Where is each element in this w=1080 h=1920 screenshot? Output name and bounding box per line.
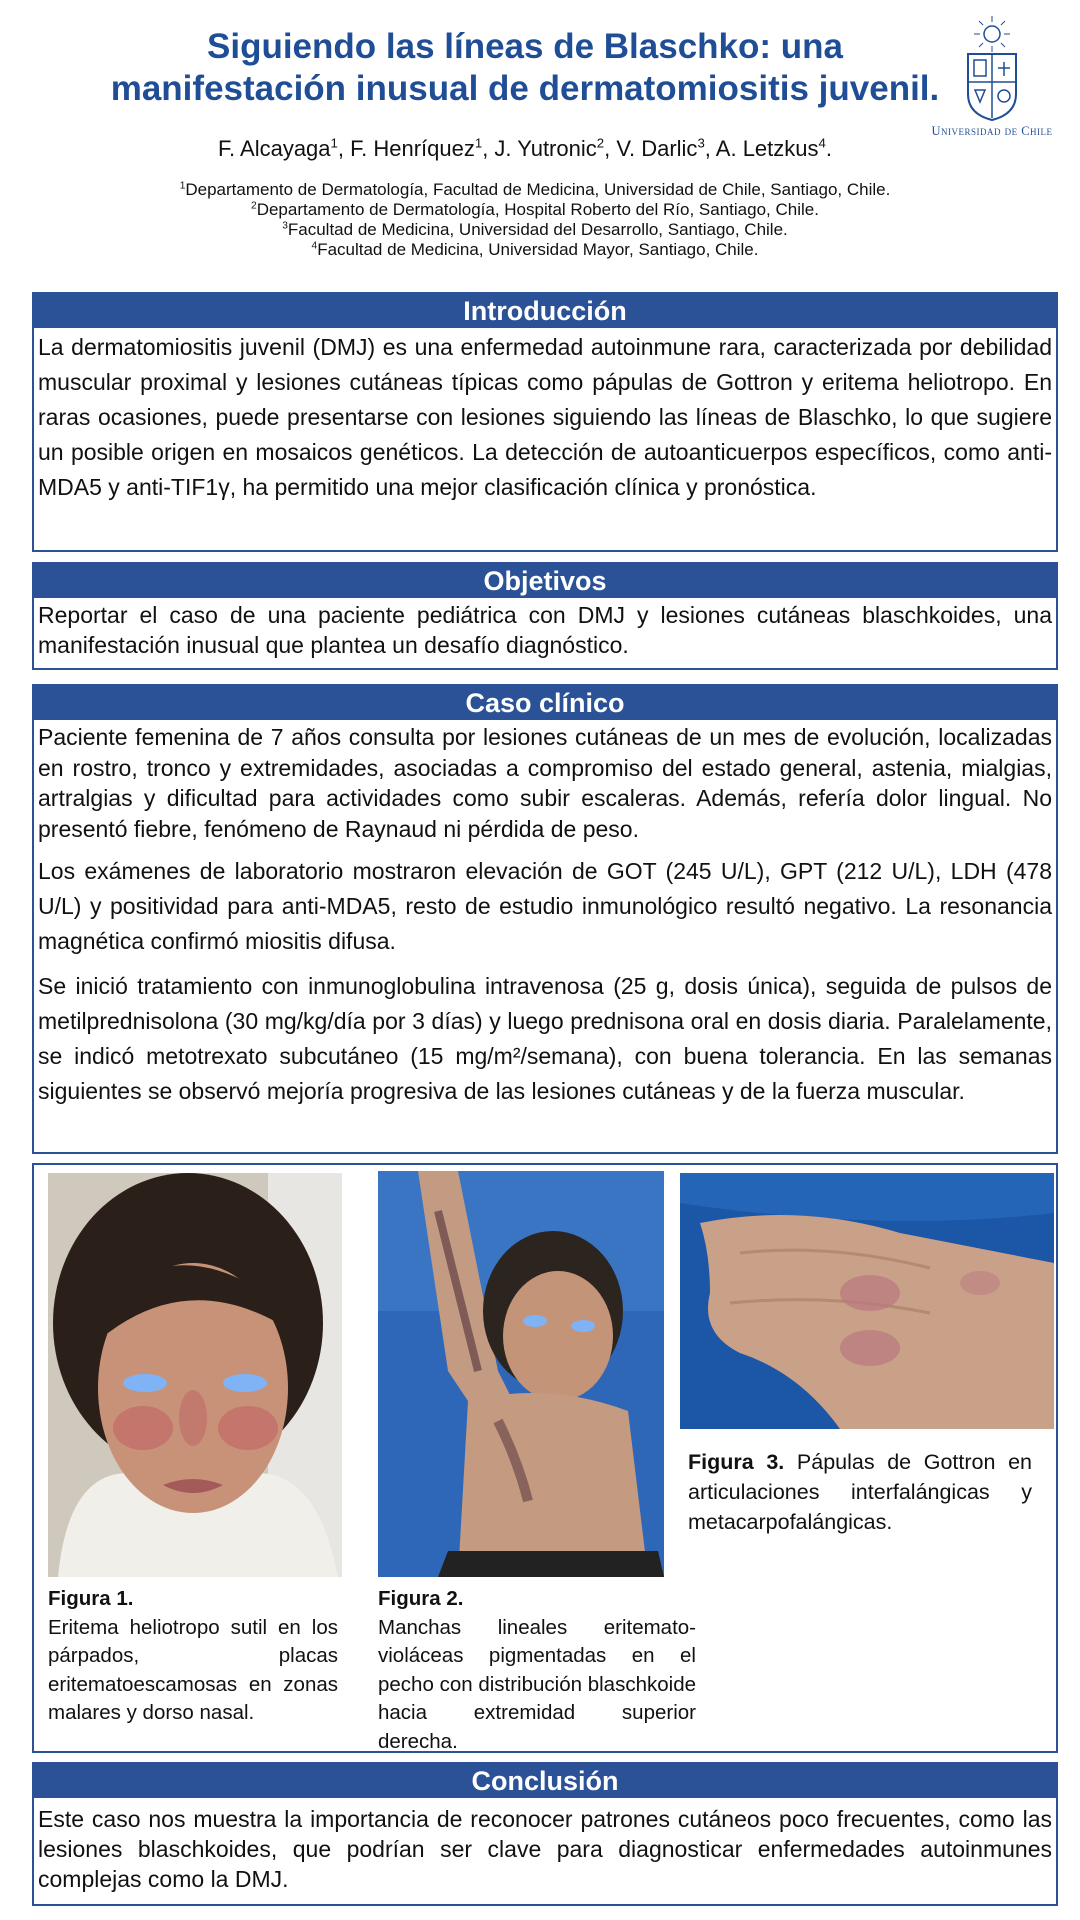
section-text: La dermatomiositis juvenil (DMJ) es una enfermedad autoinmune rara, caracterizada por debilidad muscular proximal y lesiones cutáneas típicas como pápulas de Gottron y eritema heliotropo. En raras ocasiones, puede presentarse con lesiones siguiendo las líneas de Blaschko, lo que sugiere un posible origen en mosaicos genéticos. La detección de autoanticuerpos específicos, como anti-MDA5 y anti-TIF1γ, ha permitido una mejor clasificación clínica y pronóstica. bbox=[38, 334, 1052, 500]
section-objetivos bbox=[32, 562, 1058, 670]
patient-arm-chest-image bbox=[378, 1171, 664, 1577]
figure-2-photo bbox=[378, 1171, 664, 1577]
university-logo bbox=[912, 10, 1072, 142]
figure-label: Figura 2. bbox=[378, 1587, 464, 1610]
case-paragraph: Se inició tratamiento con inmunoglobulina intravenosa (25 g, dosis única), seguida de pulsos de metilprednisolona (30 mg/kg/día por 3 días) y luego prednisona oral en dosis diaria. Paralelamente, se indicó metotrexato subcutáneo (15 mg/m²/semana), con buena tolerancia. En las semanas siguientes se observó mejoría progresiva de las lesiones cutáneas y de la fuerza muscular. bbox=[38, 973, 1052, 1104]
figure-1-photo bbox=[48, 1173, 342, 1577]
section-text: Reportar el caso de una paciente pediátrica con DMJ y lesiones cutáneas blaschkoides, una manifestación inusual que plantea un desafío diagnóstico. bbox=[38, 602, 1052, 658]
case-paragraph: Los exámenes de laboratorio mostraron elevación de GOT (245 U/L), GPT (212 U/L), LDH (478 U/L) y positividad para anti-MDA5, resto de estudio inmunológico resultó negativo. La resonancia magnética confirmó miositis difusa. bbox=[38, 858, 1052, 954]
section-text: Este caso nos muestra la importancia de reconocer patrones cutáneos poco frecuentes, como las lesiones blaschkoides, que podrían ser clave para diagnosticar enfermedades autoinmunes complejas como la DMJ. bbox=[38, 1806, 1052, 1892]
author: V. Darlic$^3$ bbox=[616, 135, 705, 161]
section-heading: Introducción bbox=[34, 294, 1056, 328]
author-list: F. Alcayaga$^1$, F. Henríquez$^1$, J. Yutronic$^2$, V. Darlic$^3$, A. Letzkus$^4$. bbox=[218, 135, 832, 161]
figure-text: Pápulas de Gottron en articulaciones interfalángicas y metacarpofalángicas. bbox=[688, 1450, 1032, 1534]
author: F. Henríquez$^1$ bbox=[350, 135, 483, 161]
case-paragraph: Paciente femenina de 7 años consulta por lesiones cutáneas de un mes de evolución, localizadas en rostro, tronco y extremidades, asociadas a compromiso del estado general, astenia, mialgias, artralgias y dificultad para actividades como subir escaleras. Además, refería dolor lingual. No presentó fiebre, fenómeno de Raynaud ni pérdida de peso. bbox=[38, 724, 1052, 842]
author: F. Alcayaga$^1$ bbox=[218, 135, 338, 161]
figure-text: Eritema heliotropo sutil en los párpados, placas eritematoescamosas en zonas malares y dorso nasal. bbox=[48, 1615, 338, 1724]
affiliation: $^2$Departamento de Dermatología, Hospital Roberto del Río, Santiago, Chile. bbox=[251, 200, 819, 219]
figure-2-caption bbox=[378, 1585, 696, 1756]
section-body bbox=[34, 720, 1056, 1109]
title-line-1: Siguiendo las líneas de Blaschko: una bbox=[207, 27, 843, 66]
figures-panel bbox=[32, 1163, 1058, 1753]
logo-text: Universidad de Chile bbox=[931, 124, 1053, 138]
figure-1-caption bbox=[48, 1585, 338, 1728]
section-conclusion bbox=[32, 1762, 1058, 1906]
section-heading: Objetivos bbox=[34, 564, 1056, 598]
poster-header bbox=[0, 0, 1080, 282]
affiliation: $^1$Departamento de Dermatología, Facultad de Medicina, Universidad de Chile, Santiago, Chile. bbox=[179, 180, 891, 199]
figure-3-photo bbox=[680, 1173, 1054, 1429]
section-heading: Conclusión bbox=[34, 1764, 1056, 1798]
section-caso-clinico bbox=[32, 684, 1058, 1154]
figure-label: Figura 3. bbox=[688, 1450, 785, 1474]
figure-3-caption bbox=[688, 1447, 1032, 1537]
poster-title bbox=[60, 26, 990, 110]
section-heading: Caso clínico bbox=[34, 686, 1056, 720]
patient-face-image bbox=[48, 1173, 342, 1577]
affiliation: $^3$Facultad de Medicina, Universidad del Desarrollo, Santiago, Chile. bbox=[282, 220, 788, 239]
section-introduccion bbox=[32, 292, 1058, 552]
affiliation-list bbox=[60, 180, 1010, 260]
patient-hand-image bbox=[680, 1173, 1054, 1429]
affiliation: $^4$Facultad de Medicina, Universidad Mayor, Santiago, Chile. bbox=[311, 240, 759, 259]
author: J. Yutronic$^2$ bbox=[494, 135, 605, 161]
figure-label: Figura 1. bbox=[48, 1587, 134, 1610]
figure-text: Manchas lineales eritemato-violáceas pigmentadas en el pecho con distribución blaschkoide hacia extremidad superior derecha. bbox=[378, 1615, 696, 1753]
author: A. Letzkus$^4$ bbox=[715, 135, 826, 161]
title-line-2: manifestación inusual de dermatomiositis juvenil. bbox=[110, 69, 940, 108]
university-crest-icon bbox=[912, 10, 1072, 122]
